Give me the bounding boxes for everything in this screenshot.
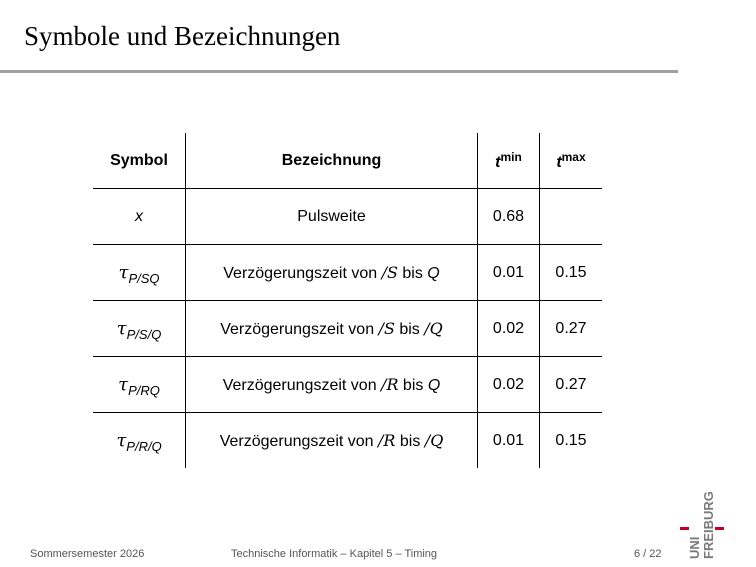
logo-line1: UNI xyxy=(687,536,702,559)
table-row xyxy=(93,413,602,469)
row-tmin: 0.02 xyxy=(478,357,540,413)
row-symbol xyxy=(93,245,186,301)
symbol-base: τ xyxy=(116,318,127,339)
row-bezeichnung xyxy=(186,245,478,301)
bez-to-signal: /Q xyxy=(424,430,444,450)
row-tmax: 0.27 xyxy=(540,357,603,413)
row-tmin: 0.01 xyxy=(478,413,540,469)
header-bezeichnung: Bezeichnung xyxy=(186,133,478,189)
row-symbol xyxy=(93,189,186,245)
bez-from-signal: /S xyxy=(381,262,398,282)
header-symbol: Symbol xyxy=(93,133,186,189)
row-tmax xyxy=(540,189,603,245)
row-tmin: 0.68 xyxy=(478,189,540,245)
row-symbol xyxy=(93,357,186,413)
table-row xyxy=(93,245,602,301)
symbol-subscript: P/S/Q xyxy=(126,327,162,342)
logo-accent-right xyxy=(715,527,724,530)
row-tmax: 0.27 xyxy=(540,301,603,357)
row-tmax: 0.15 xyxy=(540,413,603,469)
table-row xyxy=(93,189,602,245)
symbol-subscript: P/RQ xyxy=(128,383,160,398)
table-row xyxy=(93,301,602,357)
bez-mid: bis xyxy=(395,432,425,450)
footer-page-number: 6 / 22 xyxy=(634,548,662,560)
bez-text: Verzögerungszeit von xyxy=(222,376,382,394)
bez-mid: bis xyxy=(394,320,425,338)
symbol-base: x xyxy=(135,207,143,225)
symbol-base: τ xyxy=(118,262,129,283)
header-tmin xyxy=(478,133,540,189)
bez-mid: bis xyxy=(398,376,428,394)
footer-semester: Sommersemester 2026 xyxy=(30,548,145,560)
row-bezeichnung xyxy=(186,357,478,413)
symbol-base: τ xyxy=(118,374,129,395)
bez-text: Verzögerungszeit von xyxy=(223,264,382,282)
symbol-base: τ xyxy=(116,430,127,451)
row-tmin: 0.02 xyxy=(478,301,540,357)
row-tmin: 0.01 xyxy=(478,245,540,301)
logo-line2: FREIBURG xyxy=(701,491,716,559)
bez-to-signal: Q xyxy=(427,376,441,394)
bez-text: Verzögerungszeit von xyxy=(220,320,379,338)
bez-from-signal: /R xyxy=(381,374,399,394)
symbol-subscript: P/SQ xyxy=(128,271,160,286)
header-tmax xyxy=(540,133,603,189)
row-bezeichnung: Pulsweite xyxy=(186,189,478,245)
logo-accent-left xyxy=(680,527,689,530)
row-symbol xyxy=(93,413,186,469)
table-header-row xyxy=(93,133,602,189)
header-tmax-sup: max xyxy=(561,149,586,164)
header-tmax-base: t xyxy=(556,153,562,171)
bez-from-signal: /R xyxy=(378,430,396,450)
bez-from-signal: /S xyxy=(378,318,395,338)
uni-freiburg-logo xyxy=(680,480,740,560)
slide-title: Symbole und Bezeichnungen xyxy=(24,21,341,51)
title-divider xyxy=(0,70,678,73)
footer-course: Technische Informatik – Kapitel 5 – Timing xyxy=(231,548,438,560)
header-tmin-sup: min xyxy=(500,149,522,164)
table-row xyxy=(93,357,602,413)
bez-to-signal: /Q xyxy=(424,318,443,338)
symbols-table xyxy=(93,133,602,468)
bez-mid: bis xyxy=(397,264,428,282)
row-tmax: 0.15 xyxy=(540,245,603,301)
symbol-subscript: P/R/Q xyxy=(126,439,162,454)
row-symbol xyxy=(93,301,186,357)
bez-to-signal: Q xyxy=(427,264,440,282)
row-bezeichnung xyxy=(186,301,478,357)
bez-text: Verzögerungszeit von xyxy=(219,432,379,450)
header-tmin-base: t xyxy=(495,153,501,171)
row-bezeichnung xyxy=(186,413,478,469)
